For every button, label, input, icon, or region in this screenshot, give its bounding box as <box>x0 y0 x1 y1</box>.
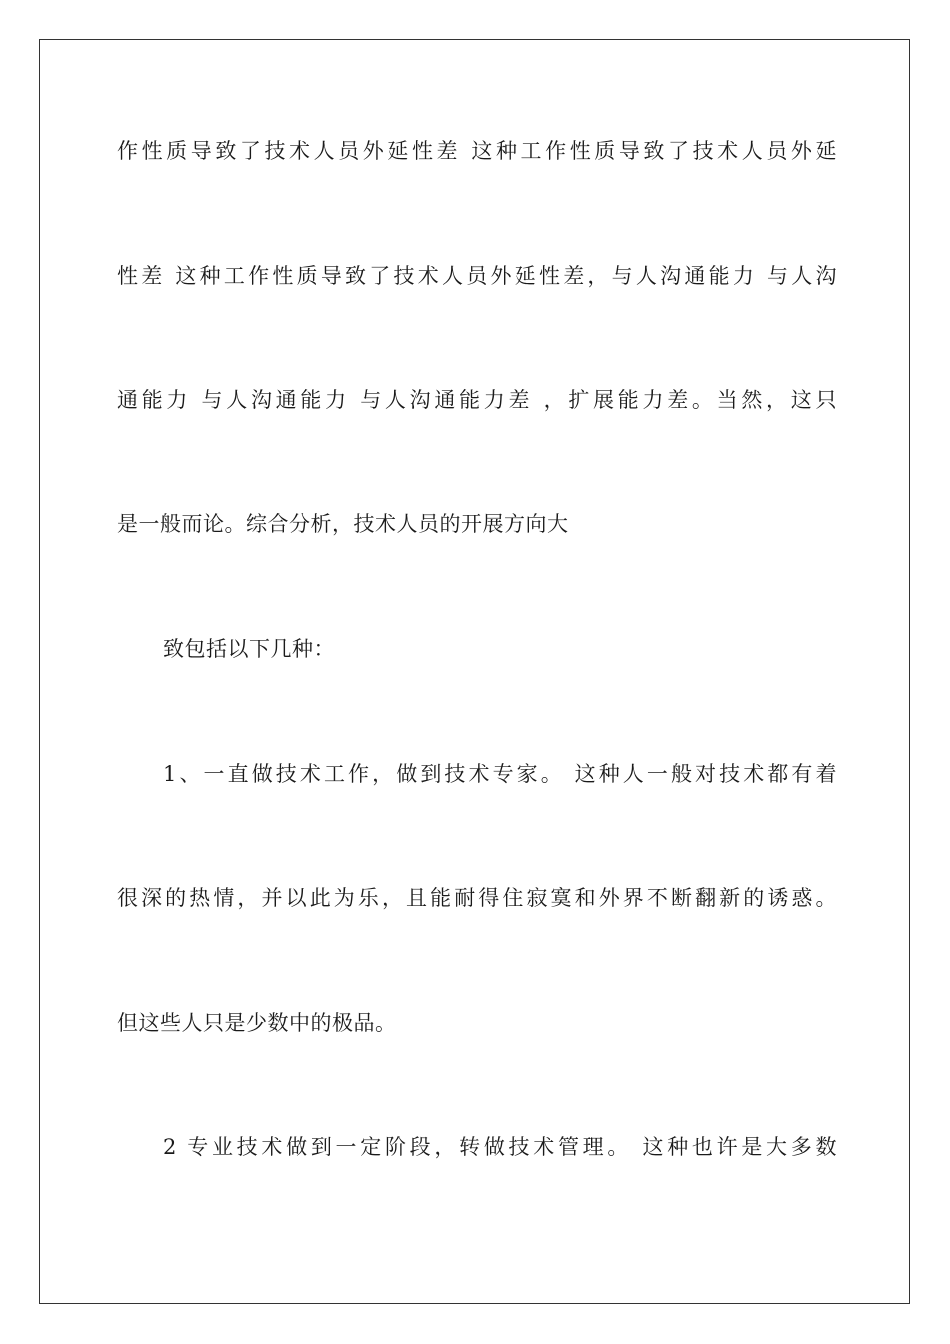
document-page <box>39 39 910 1304</box>
text-line-7: 很深的热情，并以此为乐，且能耐得住寂寞和外界不断翻新的诱惑。 <box>117 886 837 910</box>
text-line-2: 性差 这种工作性质导致了技术人员外延性差，与人沟通能力 与人沟 <box>117 264 837 288</box>
text-line-8: 但这些人只是少数中的极品。 <box>117 1011 397 1035</box>
text-line-9: 2 专业技术做到一定阶段，转做技术管理。 这种也许是大多数 <box>163 1135 837 1159</box>
text-line-5: 致包括以下几种： <box>163 637 335 661</box>
text-line-3: 通能力 与人沟通能力 与人沟通能力差 ，扩展能力差。当然，这只 <box>117 388 837 412</box>
text-line-1: 作性质导致了技术人员外延性差 这种工作性质导致了技术人员外延 <box>117 139 837 163</box>
text-line-4: 是一般而论。综合分析，技术人员的开展方向大 <box>117 512 569 536</box>
text-line-6: 1、一直做技术工作，做到技术专家。 这种人一般对技术都有着 <box>163 762 837 786</box>
